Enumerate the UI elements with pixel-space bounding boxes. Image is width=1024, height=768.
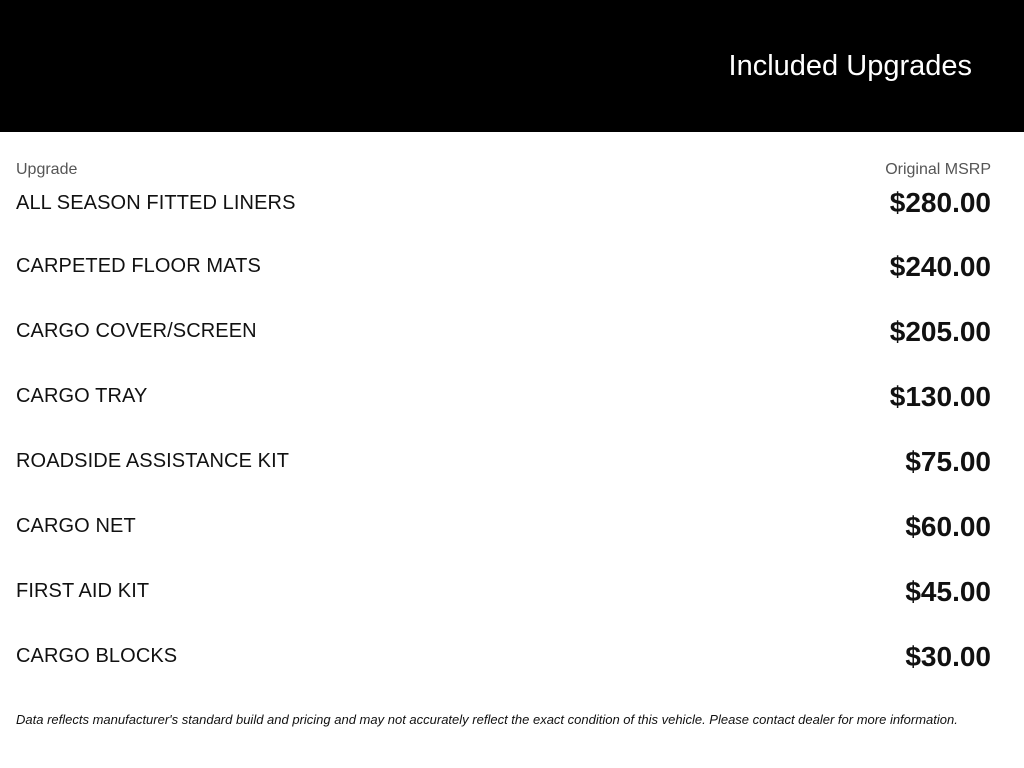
table-body: [16, 180, 991, 695]
table-row: [16, 305, 991, 370]
column-header-upgrade: Upgrade: [16, 161, 78, 178]
disclaimer-text: Data reflects manufacturer's standard build and pricing and may not accurately reflect the exact condition of this vehicle. Please contact dealer for more information.: [16, 712, 958, 727]
page-title: Included Upgrades: [728, 50, 972, 82]
upgrade-name: ALL SEASON FITTED LINERS: [16, 191, 296, 214]
upgrade-price: $130.00: [889, 380, 991, 412]
table-row: [16, 240, 991, 305]
upgrades-table: [0, 132, 1024, 695]
upgrade-name: CARPETED FLOOR MATS: [16, 255, 261, 277]
upgrade-price: $30.00: [905, 640, 991, 672]
header-banner: [0, 0, 1024, 132]
table-row: [16, 180, 991, 240]
table-header: [16, 132, 991, 180]
column-header-msrp: Original MSRP: [885, 161, 991, 178]
table-row: [16, 435, 991, 500]
upgrade-name: ROADSIDE ASSISTANCE KIT: [16, 450, 290, 472]
upgrade-price: $60.00: [905, 510, 991, 542]
upgrade-price: $45.00: [905, 575, 991, 607]
upgrade-price: $240.00: [889, 250, 991, 282]
upgrade-price: $205.00: [889, 315, 991, 347]
table-row: [16, 370, 991, 435]
upgrade-name: CARGO NET: [16, 515, 136, 537]
upgrade-name: FIRST AID KIT: [16, 580, 150, 602]
upgrade-name: CARGO TRAY: [16, 385, 148, 407]
table-row: [16, 565, 991, 630]
upgrade-price: $75.00: [905, 445, 991, 477]
upgrade-name: CARGO COVER/SCREEN: [16, 320, 257, 342]
upgrade-name: CARGO BLOCKS: [16, 645, 178, 667]
table-row: [16, 630, 991, 695]
upgrade-price: $280.00: [889, 187, 991, 218]
table-row: [16, 500, 991, 565]
